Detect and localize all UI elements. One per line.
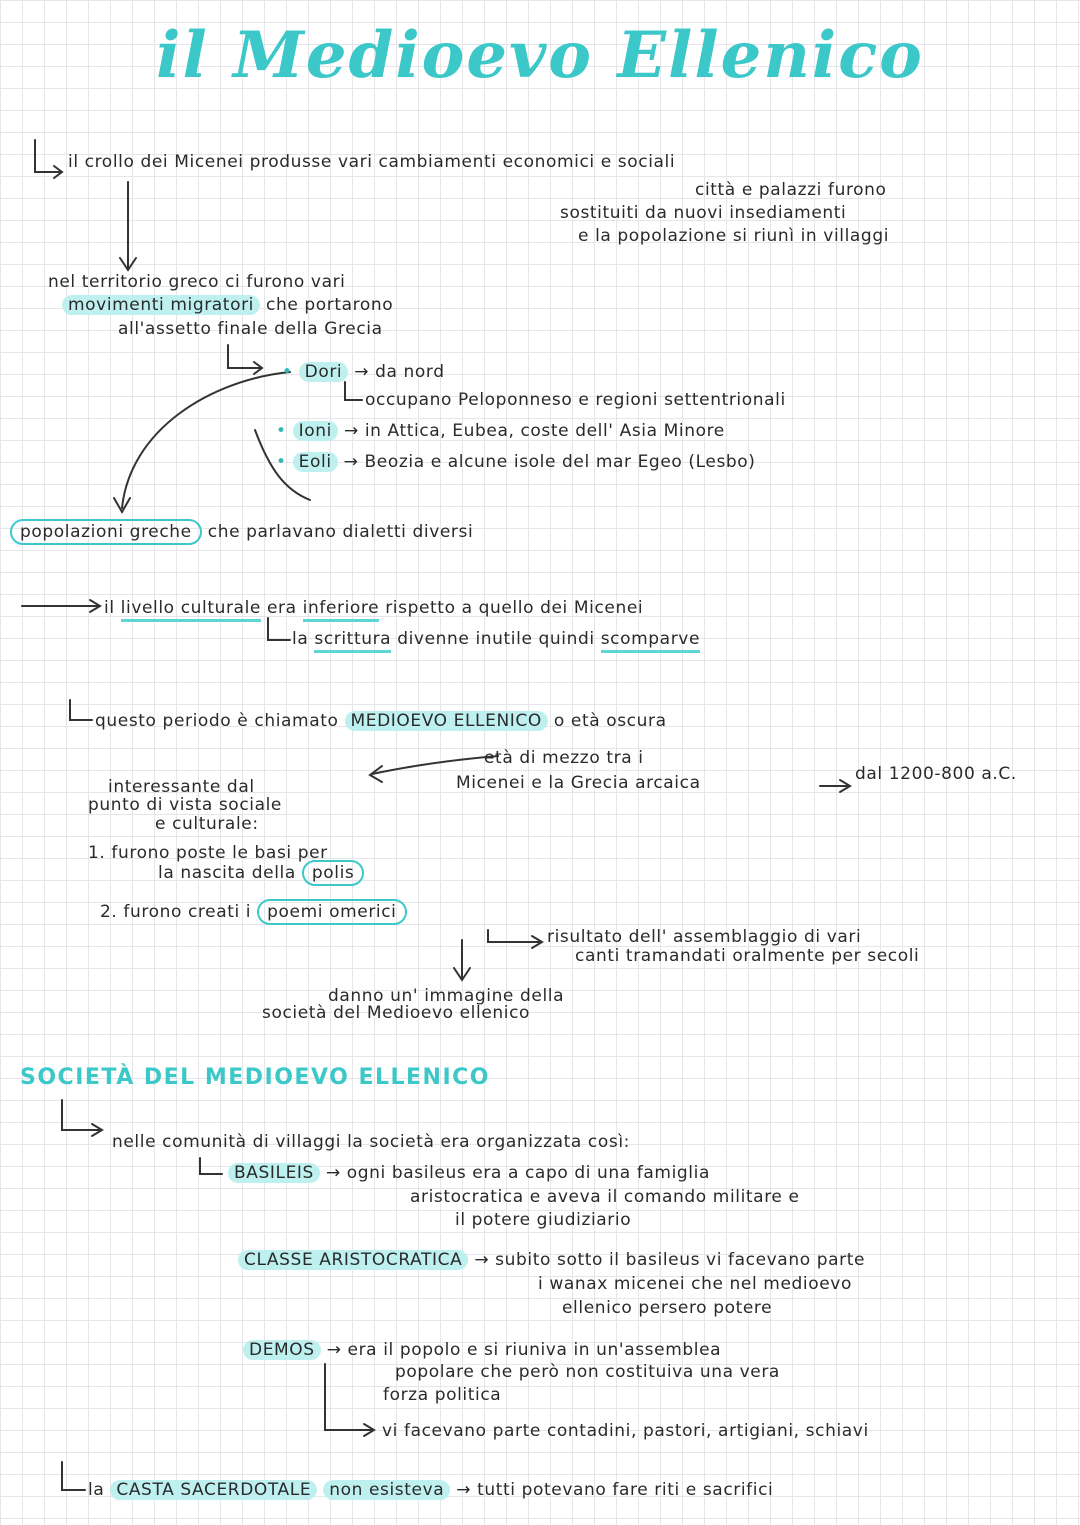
punto-2: 2. furono creati i (100, 902, 252, 922)
territory-line-1: nel territorio greco ci furono vari (48, 272, 346, 292)
basileis-line-1 (228, 1163, 710, 1183)
bullet: • (282, 362, 293, 382)
basileis-label: BASILEIS (228, 1163, 320, 1183)
punto-1b-line (158, 863, 364, 883)
dori-label: Dori (299, 362, 349, 382)
interessante-3: e culturale: (155, 814, 259, 834)
livello-a: il (104, 598, 115, 618)
eta-line-1: età di mezzo tra i (484, 748, 644, 768)
scomparve: scomparve (601, 629, 700, 653)
eta-line-2: Micenei e la Grecia arcaica (456, 773, 701, 793)
risultato-2: canti tramandati oralmente per secoli (575, 946, 920, 966)
ioni-text: → in Attica, Eubea, coste dell' Asia Minore (343, 421, 725, 441)
casta-a: la (88, 1480, 105, 1500)
scrittura: scrittura (314, 629, 391, 653)
eta-date: dal 1200-800 a.C. (855, 764, 1017, 784)
periodo-line (95, 711, 667, 731)
cities-line-3: e la popolazione si riunì in villaggi (578, 226, 890, 246)
ioni-label: Ioni (293, 421, 338, 441)
territory-line-3: all'assetto finale della Grecia (118, 319, 383, 339)
classe-line-3: ellenico persero potere (562, 1298, 773, 1318)
inferiore: inferiore (303, 598, 380, 622)
comunita-line: nelle comunità di villaggi la società era organizzata così: (112, 1132, 630, 1152)
eoli-text: → Beozia e alcune isole del mar Egeo (Lesbo) (343, 452, 756, 472)
classe-line-1 (238, 1250, 865, 1270)
punto-2-line (100, 902, 407, 922)
bullet: • (276, 452, 287, 472)
cities-line-2: sostituiti da nuovi insediamenti (560, 203, 847, 223)
territory-line-2 (62, 295, 393, 315)
basileis-1: → ogni basileus era a capo di una famiglia (325, 1163, 710, 1183)
demos-1: → era il popolo e si riuniva in un'assemblea (326, 1340, 722, 1360)
medioevo-ellenico-highlight: MEDIOEVO ELLENICO (345, 711, 548, 731)
interessante-1: interessante dal (108, 777, 255, 797)
territory-line-2-rest: che portarono (266, 295, 394, 315)
classe-1: → subito sotto il basileus vi facevano parte (474, 1250, 866, 1270)
popolazioni-line (10, 522, 473, 542)
page-title: il Medioevo Ellenico (156, 18, 924, 93)
demos-line-3: forza politica (383, 1385, 502, 1405)
danno-2: società del Medioevo ellenico (262, 1003, 531, 1023)
popolazioni-circled: popolazioni greche (10, 519, 202, 545)
casta-label: CASTA SACERDOTALE (110, 1480, 317, 1500)
dori-line (282, 362, 445, 382)
livello-c: era (266, 598, 297, 618)
basileis-line-3: il potere giudiziario (455, 1210, 632, 1230)
casta-c: → tutti potevano fare riti e sacrifici (456, 1480, 774, 1500)
migration-highlight: movimenti migratori (62, 295, 260, 315)
popolazioni-text: che parlavano dialetti diversi (207, 522, 474, 542)
ioni-line (276, 421, 725, 441)
eoli-label: Eoli (293, 452, 338, 472)
poemi-circled: poemi omerici (257, 899, 406, 925)
scrittura-line (292, 629, 700, 649)
classe-label: CLASSE ARISTOCRATICA (238, 1250, 468, 1270)
periodo-a: questo periodo è chiamato (95, 711, 339, 731)
cities-line-1: città e palazzi furono (695, 180, 887, 200)
demos-line-1 (243, 1340, 721, 1360)
scrittura-a: la (292, 629, 309, 649)
section-heading-societa: SOCIETÀ DEL MEDIOEVO ELLENICO (20, 1065, 490, 1090)
demos-line-4: vi facevano parte contadini, pastori, artigiani, schiavi (382, 1421, 869, 1441)
livello-e: rispetto a quello dei Micenei (385, 598, 644, 618)
scrittura-c: divenne inutile quindi (397, 629, 595, 649)
risultato-1: risultato dell' assemblaggio di vari (547, 927, 862, 947)
casta-b: non esisteva (323, 1480, 450, 1500)
casta-line (88, 1480, 773, 1500)
livello-line (104, 598, 643, 618)
demos-line-2: popolare che però non costituiva una vera (395, 1362, 780, 1382)
basileis-line-2: aristocratica e aveva il comando militare e (410, 1187, 800, 1207)
punto-1b: la nascita della (158, 863, 296, 883)
dori-text: → da nord (354, 362, 445, 382)
livello-culturale: livello culturale (121, 598, 261, 622)
classe-line-2: i wanax micenei che nel medioevo (538, 1274, 852, 1294)
punto-1a: 1. furono poste le basi per (88, 843, 328, 863)
danno-1: danno un' immagine della (328, 986, 565, 1006)
dori-sub: occupano Peloponneso e regioni settentrionali (365, 390, 786, 410)
polis-circled: polis (302, 860, 365, 886)
demos-label: DEMOS (243, 1340, 321, 1360)
interessante-2: punto di vista sociale (88, 795, 282, 815)
bullet: • (276, 421, 287, 441)
periodo-c: o età oscura (553, 711, 667, 731)
intro-line: il crollo dei Micenei produsse vari cambiamenti economici e sociali (68, 152, 676, 172)
eoli-line (276, 452, 756, 472)
